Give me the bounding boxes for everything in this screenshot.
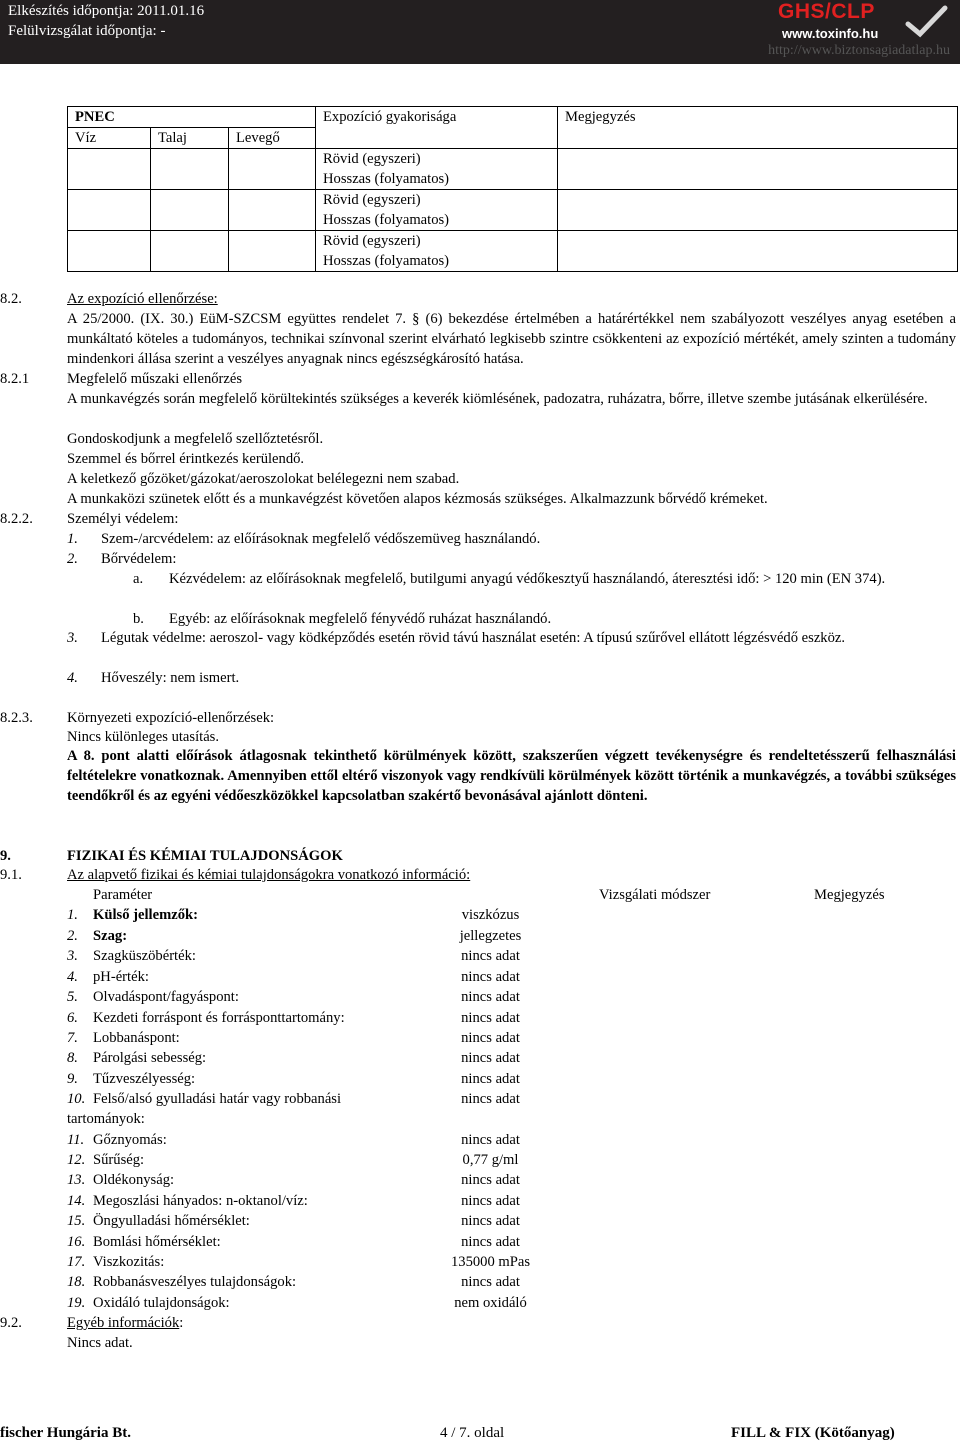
list-number: 3. [67, 630, 78, 646]
property-name: Gőznyomás: [93, 1131, 167, 1148]
property-number: 6. [67, 1009, 78, 1026]
header-url[interactable]: http://www.biztonsagiadatlap.hu [768, 43, 950, 58]
col-method-header: Vizsgálati módszer [599, 887, 711, 903]
list-number: 1. [67, 531, 78, 547]
footer-company: fischer Hungária Bt. [0, 1425, 131, 1441]
section-title: Az expozíció ellenőrzése: [67, 291, 218, 307]
property-name: Külső jellemzők: [93, 907, 198, 923]
table-row: Rövid (egyszeri) Hosszas (folyamatos) [68, 149, 958, 190]
property-name: Lobbanáspont: [93, 1030, 180, 1046]
paragraph: Nincs különleges utasítás. [67, 729, 219, 745]
property-name: Oxidáló tulajdonságok: [93, 1294, 230, 1311]
property-number: 2. [67, 928, 78, 944]
property-value: nincs adat [461, 1131, 520, 1148]
property-number: 12. [67, 1152, 86, 1168]
property-number: 15. [67, 1213, 86, 1230]
property-value: nincs adat [461, 1172, 520, 1189]
paragraph: Nincs adat. [67, 1335, 133, 1351]
property-value: nincs adat [461, 989, 520, 1006]
ghs-clp-logo: GHS/CLP www.toxinfo.hu [778, 2, 948, 60]
property-value: nincs adat [461, 1233, 520, 1250]
list-item: Légutak védelme: aeroszol- vagy ködképződés esetén rövid távú használat esetén: A típusú szűrővel ellátott légzésvédő eszköz. [101, 630, 846, 646]
list-number: 4. [67, 670, 78, 686]
section-title: Egyéb információk: [67, 1315, 184, 1331]
property-value: nincs adat [461, 1070, 520, 1087]
note-header: Megjegyzés [558, 107, 958, 149]
property-name: Párolgási sebesség: [93, 1050, 207, 1067]
property-name: Öngyulladási hőmérséklet: [93, 1213, 250, 1230]
section-number: 8.2.1 [0, 371, 30, 387]
list-number: a. [133, 571, 144, 587]
list-item: Kézvédelem: az előírásoknak megfelelő, butilgumi anyagú védőkesztyű használandó, áteresztési idő: > 120 min (EN 374). [169, 571, 886, 587]
section-number: 9.2. [0, 1315, 22, 1331]
property-name: Oldékonyság: [93, 1172, 175, 1189]
property-name: Kezdeti forráspont és forrásponttartomány: [93, 1009, 345, 1026]
property-number: 8. [67, 1050, 78, 1067]
property-value: nincs adat [461, 1050, 520, 1067]
property-name-cont: tartományok: [67, 1111, 145, 1128]
property-name: Tűzveszélyesség: [93, 1070, 196, 1087]
pnec-header: PNEC [68, 107, 316, 128]
property-name: Felső/alsó gyulladási határ vagy robbanási [93, 1091, 342, 1108]
property-value: nincs adat [461, 1192, 520, 1209]
property-value: nincs adat [461, 1274, 520, 1291]
property-value: nincs adat [461, 948, 520, 965]
property-name: Olvadáspont/fagyáspont: [93, 989, 239, 1006]
property-name: pH-érték: [93, 968, 149, 985]
bold-paragraph: A 8. pont alatti előírások átlagosnak tekinthető körülmények között, szakszerűen végzett tevékenységre és rendeltetésszerű felhasználási feltételekre vonatkoznak. Amennyiben ettől eltérő viszonyok vagy rendkívüli körülmények között történik a munkavégzés, a további szükséges teendőkről és az egyéni védőeszközökkel kapcsolatban szakértő bevonásával ajánlott dönteni. [67, 748, 956, 804]
property-value: 135000 mPas [450, 1254, 531, 1270]
property-value: viszkózus [461, 907, 520, 923]
property-name: Robbanásveszélyes tulajdonságok: [93, 1274, 297, 1291]
property-number: 1. [67, 907, 78, 923]
paragraph: A munkaközi szünetek előtt és a munkavégzést követően alapos kézmosás szükséges. Alkalmazzunk bőrvédő krémeket. [67, 491, 768, 507]
created-date: Elkészítés időpontja: 2011.01.16 [8, 3, 205, 19]
property-number: 13. [67, 1172, 86, 1189]
property-name: Sűrűség: [93, 1152, 145, 1168]
property-value: 0,77 g/ml [462, 1152, 519, 1168]
property-number: 10. [67, 1091, 86, 1108]
section-title: Környezeti expozíció-ellenőrzések: [67, 710, 275, 726]
pnec-table [67, 106, 958, 272]
property-number: 14. [67, 1192, 86, 1209]
soil-header: Talaj [151, 128, 229, 149]
footer-page: 4 / 7. oldal [440, 1425, 505, 1441]
section-number: 9. [0, 848, 11, 864]
property-number: 4. [67, 968, 78, 985]
air-header: Levegő [229, 128, 316, 149]
property-name: Bomlási hőmérséklet: [93, 1233, 221, 1250]
section-title: Megfelelő műszaki ellenőrzés [67, 371, 243, 387]
property-value: nincs adat [461, 968, 520, 985]
list-number: 2. [67, 551, 78, 567]
list-number: b. [133, 611, 144, 627]
exposure-header: Expozíció gyakorisága [316, 107, 558, 149]
property-number: 17. [67, 1254, 86, 1270]
property-value: nincs adat [461, 1030, 520, 1046]
property-value: nincs adat [461, 1009, 520, 1026]
property-number: 5. [67, 989, 78, 1006]
list-item: Hőveszély: nem ismert. [101, 670, 240, 686]
property-name: Szag: [93, 928, 128, 944]
water-header: Víz [68, 128, 151, 149]
property-number: 11. [67, 1131, 85, 1148]
table-row: Rövid (egyszeri) Hosszas (folyamatos) [68, 231, 958, 272]
property-name: Szagküszöbérték: [93, 948, 196, 965]
property-number: 9. [67, 1070, 78, 1087]
list-item: Bőrvédelem: [101, 551, 177, 567]
footer-product: FILL & FIX (Kötőanyag) [731, 1425, 895, 1441]
section-number: 8.2.2. [0, 511, 33, 527]
section-number: 8.2. [0, 291, 22, 307]
list-item: Egyéb: az előírásoknak megfelelő fényvédő ruházat használandó. [169, 611, 552, 627]
property-number: 3. [67, 948, 78, 965]
paragraph: Szemmel és bőrrel érintkezés kerülendő. [67, 451, 305, 467]
paragraph: Gondoskodjunk a megfelelő szellőztetésről. [67, 431, 324, 447]
property-number: 16. [67, 1233, 86, 1250]
section-title: Az alapvető fizikai és kémiai tulajdonságokra vonatkozó információ: [67, 867, 471, 883]
section-text: A 25/2000. (IX. 30.) EüM-SZCSM együttes rendelet 7. § (6) bekezdése értelmében a határértékkel nem szabályozott veszélyes anyag esetében a munkáltató köteles a tudományos, technikai színvonal szerint elvárható legkisebb szintre csökkenteni az expozíció mértékét, amely szinten a tudomány mindenkori állása szerint a veszélyes anyagnak nincs egészségkárosító hatása. [67, 311, 956, 367]
col-note-header: Megjegyzés [814, 887, 885, 903]
property-name: Viszkozitás: [93, 1254, 165, 1270]
property-value: nincs adat [461, 1213, 520, 1230]
page-header [0, 0, 960, 64]
section-number: 8.2.3. [0, 710, 33, 726]
property-value: nem oxidáló [454, 1294, 527, 1311]
checkmark-icon [904, 4, 948, 40]
revised-date: Felülvizsgálat időpontja: - [8, 23, 166, 39]
property-name: Megoszlási hányados: n-oktanol/víz: [93, 1192, 308, 1209]
section-number: 9.1. [0, 867, 22, 883]
property-value: nincs adat [461, 1091, 520, 1108]
list-item: Szem-/arcvédelem: az előírásoknak megfelelő védőszemüveg használandó. [101, 531, 541, 547]
property-number: 18. [67, 1274, 86, 1291]
col-param-header: Paraméter [93, 887, 153, 903]
section-title: Személyi védelem: [67, 511, 179, 527]
paragraph: A munkavégzés során megfelelő körültekintés szükséges a keverék kiömlésének, padozatra, ruházatra, bőrre, illetve szembe jutásának elkerülésére. [67, 391, 928, 407]
section-title: FIZIKAI ÉS KÉMIAI TULAJDONSÁGOK [67, 848, 343, 864]
property-number: 7. [67, 1030, 78, 1046]
property-number: 19. [67, 1294, 86, 1311]
table-row: Rövid (egyszeri) Hosszas (folyamatos) [68, 190, 958, 231]
paragraph: A keletkező gőzöket/gázokat/aeroszolokat belélegezni nem szabad. [67, 471, 460, 487]
property-value: jellegzetes [459, 928, 522, 944]
